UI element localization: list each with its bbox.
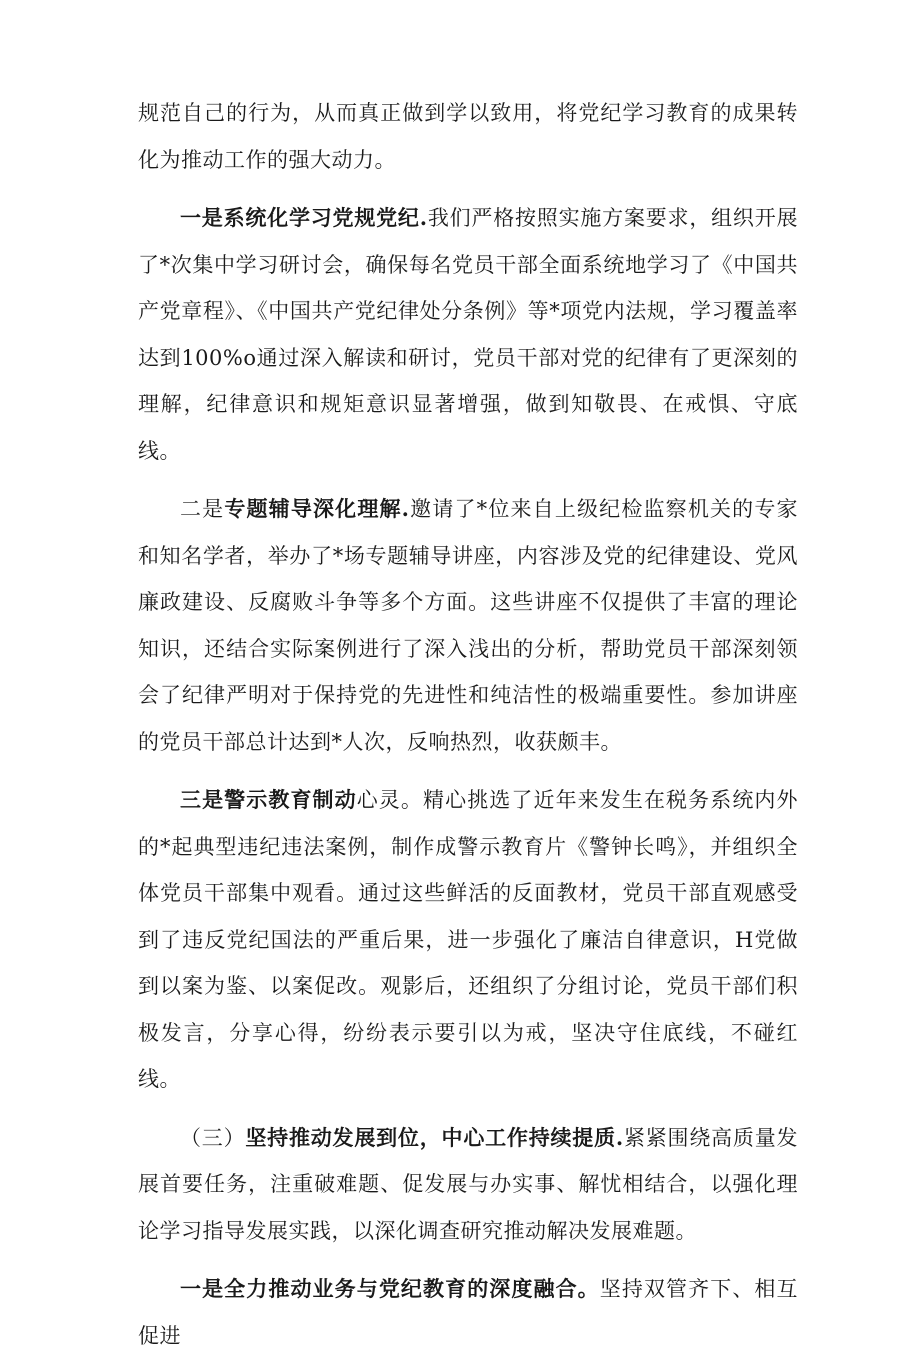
document-page xyxy=(138,90,798,1359)
paragraph-body: 坚持双管齐下、相互促进 xyxy=(138,1277,799,1348)
paragraph-heading: 三是警示教育制动 xyxy=(180,787,357,812)
section-heading: 坚持推动发展到位，中心工作持续提质. xyxy=(245,1124,624,1150)
paragraph-section-three xyxy=(138,1115,798,1255)
paragraph-special-guidance xyxy=(138,486,798,765)
paragraph-body: 紧紧围绕高质量发展首要任务，注重破难题、促发展与办实事、解忧相结合，以强化理论学习指导发展实践，以深化调查研究推动解决发展难题。 xyxy=(138,1125,799,1243)
section-number: （三） xyxy=(180,1125,246,1150)
paragraph-heading-prefix: 二是 xyxy=(180,497,225,521)
paragraph-heading: 一是全力推动业务与党纪教育的深度融合。 xyxy=(180,1276,600,1301)
paragraph-heading: 一是系统化学习党规党纪. xyxy=(180,205,428,230)
paragraph-integration xyxy=(138,1266,798,1359)
paragraph-continuation xyxy=(138,90,798,183)
paragraph-body: 邀请了*位来自上级纪检监察机关的专家和知名学者，举办了*场专题辅导讲座，内容涉及党的纪律建设、党风廉政建设、反腐败斗争等多个方面。这些讲座不仅提供了丰富的理论知识，还结合实际案例进行了深入浅出的分析，帮助党员干部深刻领会了纪律严明对于保持党的先进性和纯洁性的极端重要性。参加讲座的党员干部总计达到*人次，反响热烈，收获颇丰。 xyxy=(138,497,799,754)
paragraph-systematic-study xyxy=(138,195,798,474)
paragraph-body: 规范自己的行为，从而真正做到学以致用，将党纪学习教育的成果转化为推动工作的强大动力。 xyxy=(138,101,798,172)
paragraph-body: 心灵。精心挑选了近年来发生在税务系统内外的*起典型违纪违法案例，制作成警示教育片《警钟长鸣》，并组织全体党员干部集中观看。通过这些鲜活的反面教材，党员干部直观感受到了违反党纪国法的严重后果，进一步强化了廉洁自律意识，H党做到以案为鉴、以案促改。观影后，还组织了分组讨论，党员干部们积极发言，分享心得，纷纷表示要引以为戒，坚决守住底线，不碰红线。 xyxy=(138,788,799,1091)
paragraph-body: 我们严格按照实施方案要求，组织开展了*次集中学习研讨会，确保每名党员干部全面系统地学习了《中国共产党章程》、《中国共产党纪律处分条例》等*项党内法规，学习覆盖率达到100%o通过深入解读和研讨，党员干部对党的纪律有了更深刻的理解，纪律意识和规矩意识显著增强，做到知敬畏、在戒惧、守底线。 xyxy=(138,206,799,463)
paragraph-heading: 专题辅导深化理解. xyxy=(224,496,410,521)
paragraph-warning-education xyxy=(138,777,798,1103)
